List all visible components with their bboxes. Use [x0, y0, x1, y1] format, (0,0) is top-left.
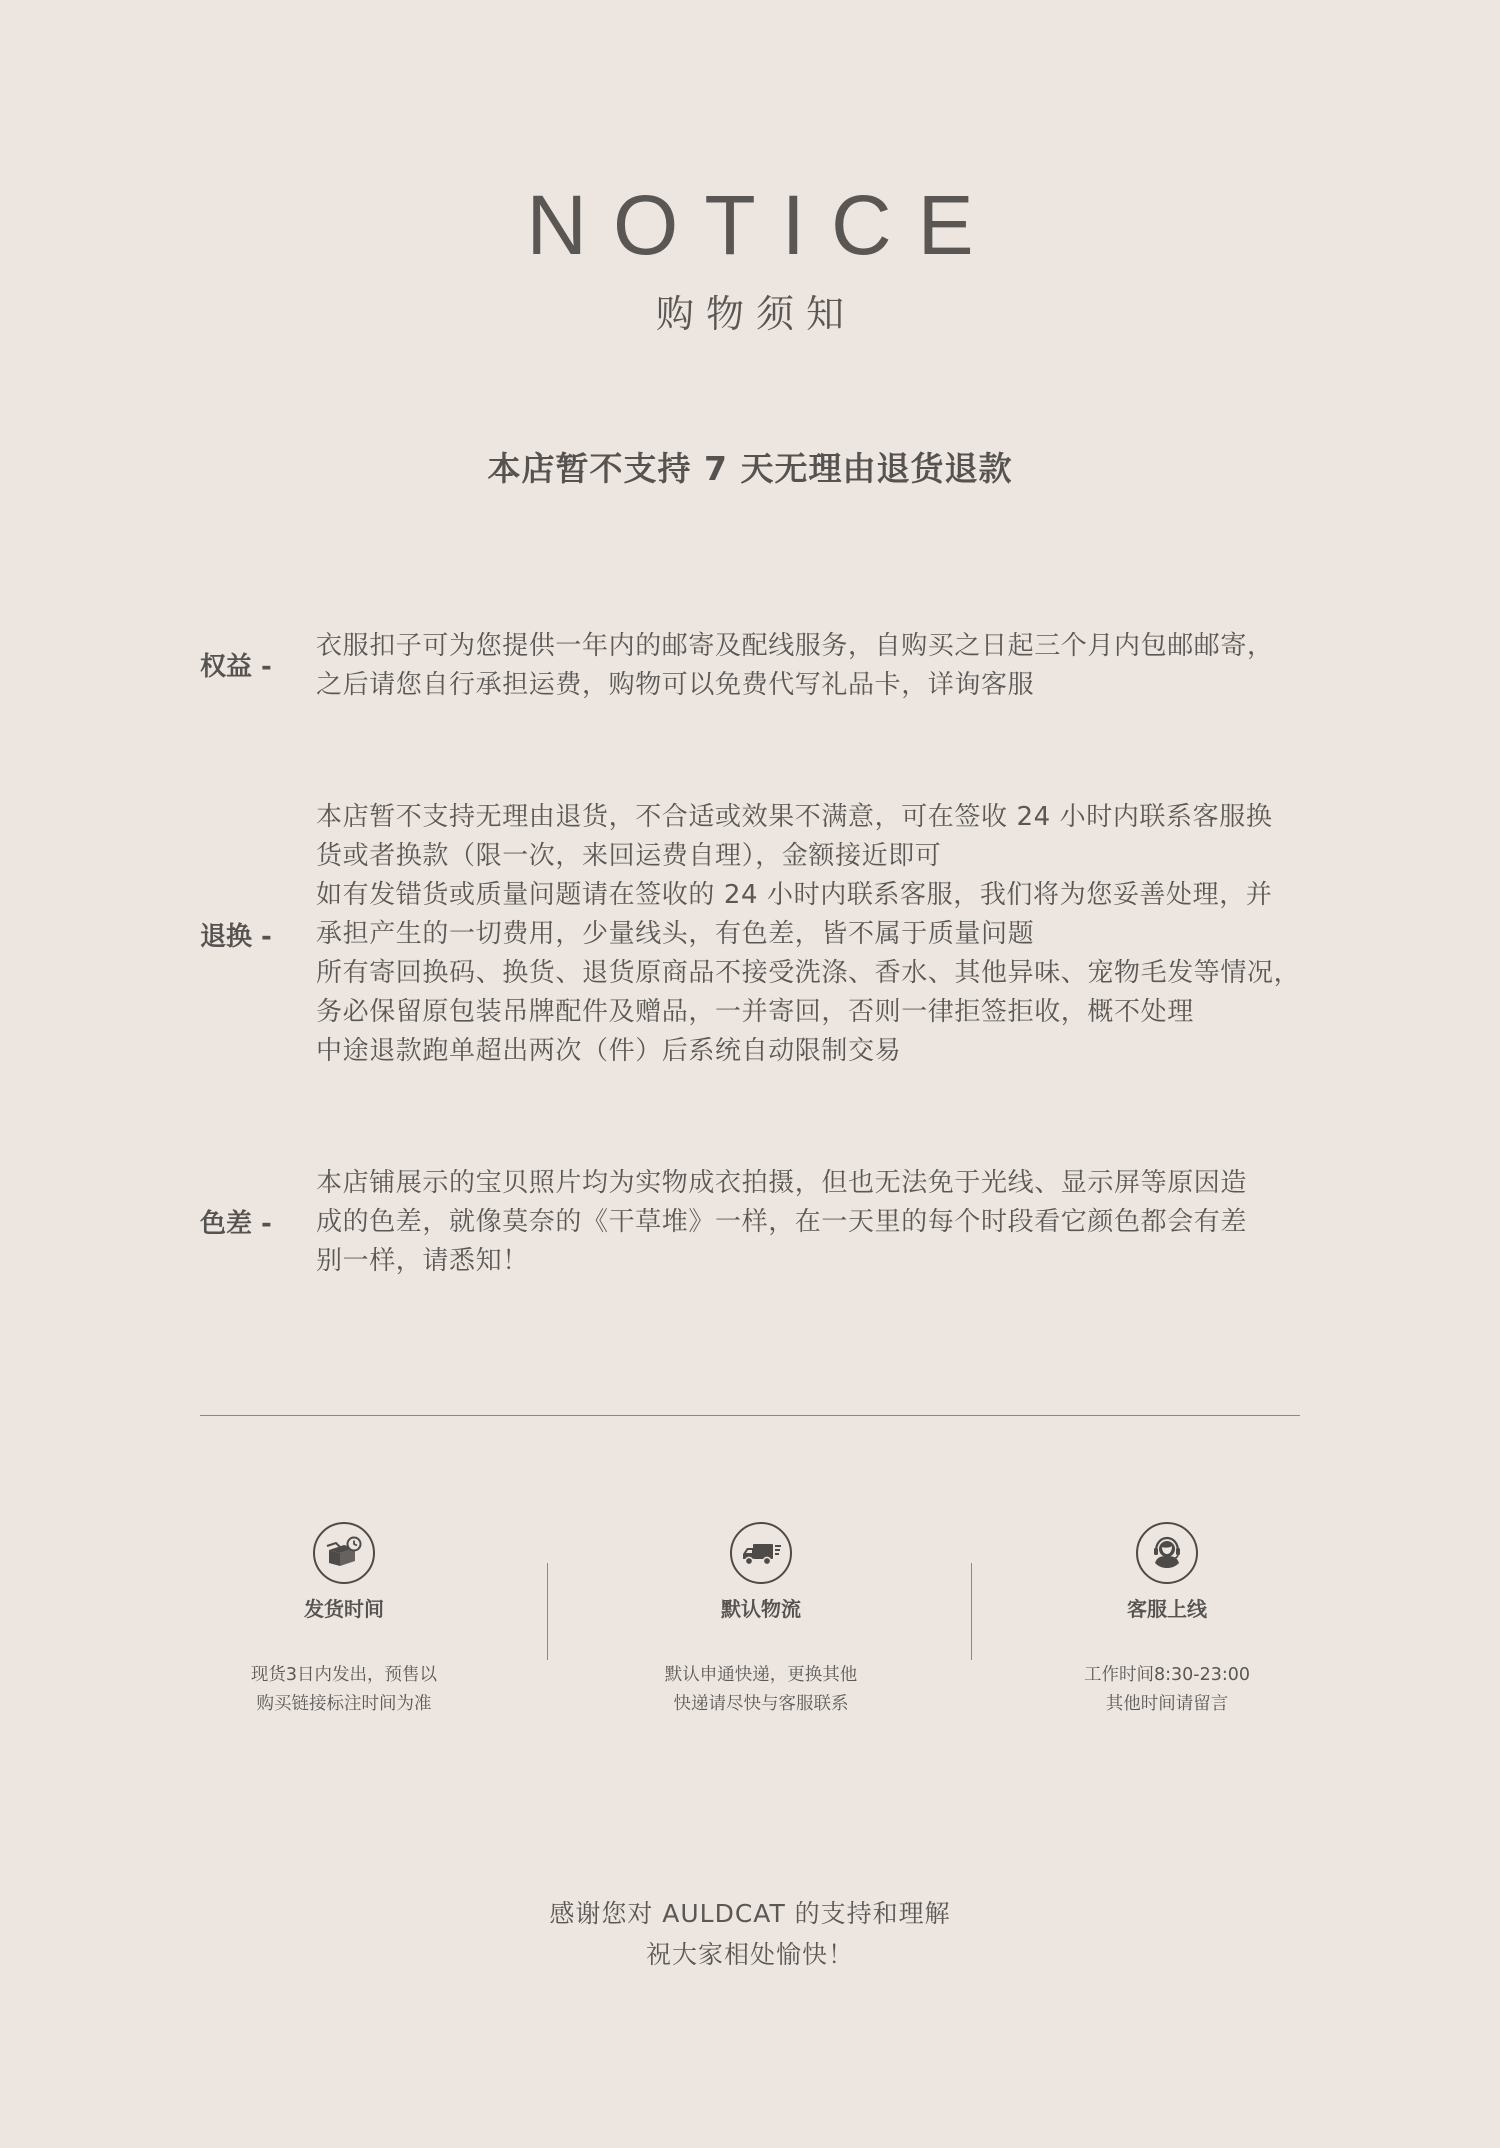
delivery-truck-icon	[730, 1522, 792, 1584]
feature-description-line: 现货3日内发出，预售以	[250, 1665, 438, 1685]
exchange-line: 本店暂不支持无理由退货，不合适或效果不满意，可在签收 24 小时内联系客服换	[316, 802, 1273, 832]
page-title-en: NOTICE	[526, 178, 1000, 272]
section-body-benefits	[316, 627, 1326, 705]
section-label-benefits: 权益 -	[200, 652, 272, 682]
feature-title: 客服上线	[1127, 1597, 1207, 1621]
exchange-line: 货或者换款（限一次，来回运费自理），金额接近即可	[316, 841, 942, 871]
section-divider	[200, 1415, 1300, 1416]
customer-service-headset-icon	[1136, 1522, 1198, 1584]
feature-separator	[971, 1563, 972, 1660]
closing-thanks-line: 感谢您对 AULDCAT 的支持和理解	[549, 1899, 951, 1928]
feature-title: 默认物流	[721, 1597, 801, 1621]
feature-description-line: 默认申通快递，更换其他	[664, 1665, 858, 1685]
exchange-line: 如有发错货或质量问题请在签收的 24 小时内联系客服，我们将为您妥善处理，并	[316, 880, 1273, 910]
exchange-line: 中途退款跑单超出两次（件）后系统自动限制交易	[316, 1036, 902, 1066]
feature-description-line: 工作时间8:30-23:00	[1083, 1665, 1251, 1685]
section-label-exchange: 退换 -	[200, 922, 272, 952]
exchange-line: 承担产生的一切费用，少量线头，有色差，皆不属于质量问题	[316, 919, 1035, 949]
section-body-color-difference	[316, 1164, 1326, 1281]
feature-default-logistics	[611, 1522, 911, 1719]
section-body-exchange	[316, 798, 1326, 1071]
exchange-line: 所有寄回换码、换货、退货原商品不接受洗涤、香水、其他异味、宠物毛发等情况，	[316, 958, 1301, 988]
exchange-line: 务必保留原包装吊牌配件及赠品，一并寄回，否则一律拒签拒收，概不处理	[316, 997, 1194, 1027]
benefits-line: 之后请您自行承担运费，购物可以免费代写礼品卡，详询客服	[316, 670, 1035, 700]
feature-description	[1017, 1661, 1317, 1719]
feature-title: 发货时间	[304, 1597, 384, 1621]
closing-thanks	[0, 1893, 1500, 1975]
section-label-color-difference: 色差 -	[200, 1209, 272, 1239]
return-policy-headline: 本店暂不支持 7 天无理由退货退款	[487, 449, 1013, 488]
closing-thanks-line: 祝大家相处愉快！	[645, 1940, 854, 1969]
page-title-cn: 购物须知	[655, 292, 856, 336]
feature-description-line: 其他时间请留言	[1105, 1694, 1229, 1714]
box-clock-icon	[313, 1522, 375, 1584]
feature-description	[611, 1661, 911, 1719]
color-difference-line: 本店铺展示的宝贝照片均为实物成衣拍摄，但也无法免于光线、显示屏等原因造	[316, 1168, 1248, 1198]
color-difference-line: 成的色差，就像莫奈的《干草堆》一样，在一天里的每个时段看它颜色都会有差	[316, 1207, 1248, 1237]
feature-description-line: 购买链接标注时间为准	[256, 1694, 432, 1714]
feature-description-line: 快递请尽快与客服联系	[673, 1694, 849, 1714]
benefits-line: 衣服扣子可为您提供一年内的邮寄及配线服务，自购买之日起三个月内包邮邮寄，	[316, 631, 1274, 661]
feature-separator	[547, 1563, 548, 1660]
feature-customer-service	[1017, 1522, 1317, 1719]
feature-description	[194, 1661, 494, 1719]
feature-shipping-time	[194, 1522, 494, 1719]
color-difference-line: 别一样，请悉知！	[316, 1246, 529, 1276]
